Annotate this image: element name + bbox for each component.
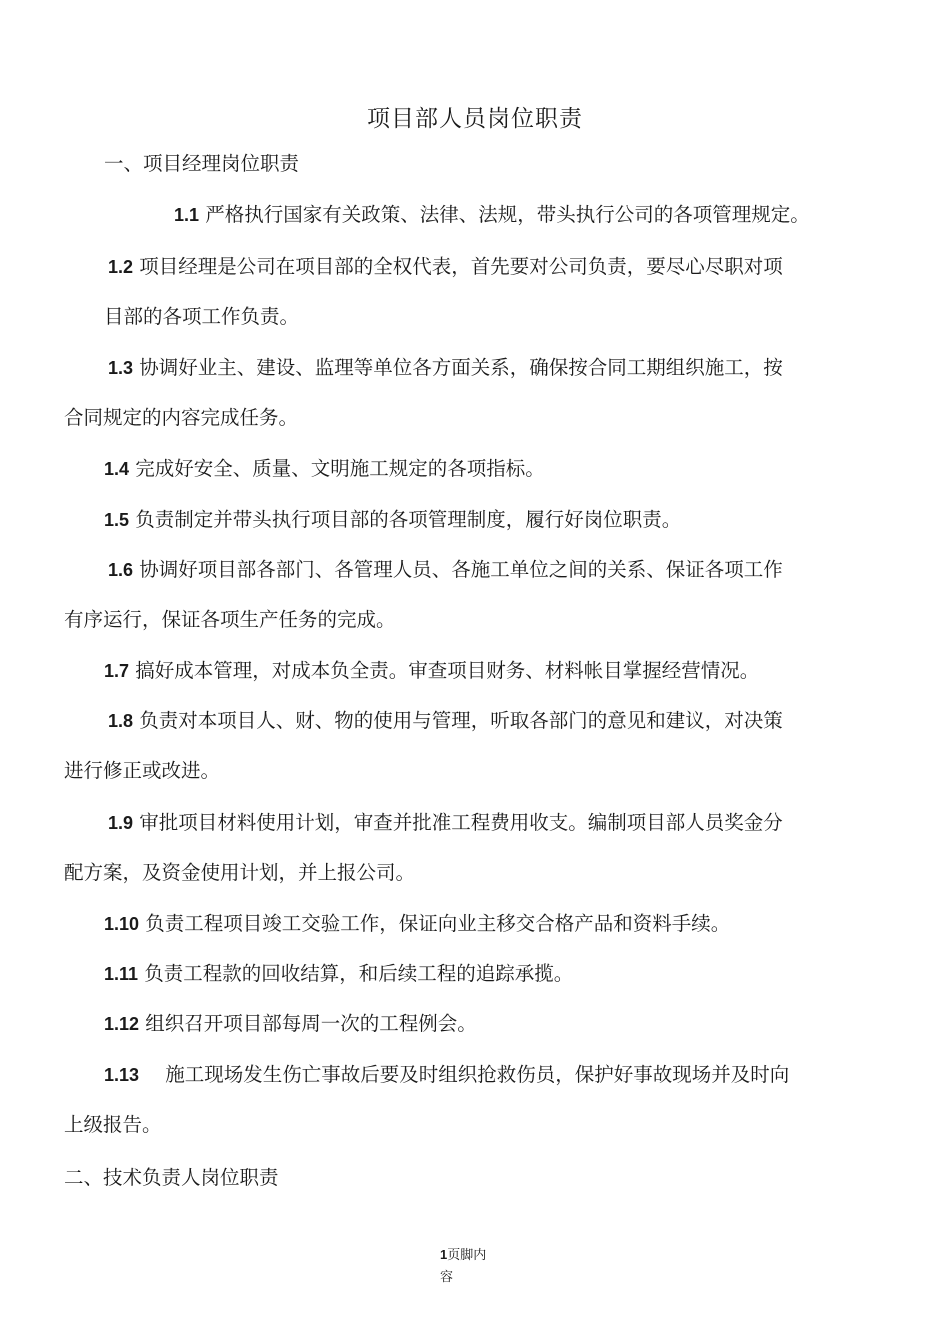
item-1-2 <box>108 253 783 281</box>
item-text: 项目经理是公司在项目部的全权代表，首先要对公司负责，要尽心尽职对项 <box>139 255 783 278</box>
item-number: 1.13 <box>104 1065 140 1085</box>
item-text: 搞好成本管理，对成本负全责。审查项目财务、材料帐目掌握经营情况。 <box>135 659 760 682</box>
item-text: 负责工程款的回收结算，和后续工程的追踪承揽。 <box>144 962 574 985</box>
item-1-3 <box>108 354 783 382</box>
footer-line-2: 容 <box>440 1270 454 1285</box>
item-1-6-cont: 有序运行，保证各项生产任务的完成。 <box>64 608 396 631</box>
item-number: 1.10 <box>104 914 140 934</box>
document-title: 项目部人员岗位职责 <box>367 106 583 132</box>
item-number: 1.1 <box>174 205 200 225</box>
item-1-9 <box>108 809 783 837</box>
item-1-11 <box>104 960 573 988</box>
item-text: 施工现场发生伤亡事故后要及时组织抢救伤员，保护好事故现场并及时向 <box>165 1063 790 1086</box>
item-number: 1.7 <box>104 661 130 681</box>
item-1-12 <box>104 1010 477 1038</box>
item-text: 负责制定并带头执行项目部的各项管理制度，履行好岗位职责。 <box>135 508 682 531</box>
item-text: 协调好业主、建设、监理等单位各方面关系，确保按合同工期组织施工，按 <box>139 356 783 379</box>
footer-line-1 <box>440 1244 510 1267</box>
section-heading-2: 二、技术负责人岗位职责 <box>64 1166 279 1189</box>
item-number: 1.2 <box>108 257 134 277</box>
item-1-7 <box>104 657 759 685</box>
item-1-9-cont: 配方案，及资金使用计划，并上报公司。 <box>64 861 416 884</box>
item-1-3-cont: 合同规定的内容完成任务。 <box>64 406 299 429</box>
item-text: 负责工程项目竣工交验工作，保证向业主移交合格产品和资料手续。 <box>145 912 731 935</box>
item-1-8-cont: 进行修正或改进。 <box>64 759 221 782</box>
item-number: 1.9 <box>108 813 134 833</box>
item-1-1 <box>174 201 810 229</box>
item-text: 负责对本项目人、财、物的使用与管理，听取各部门的意见和建议，对决策 <box>139 709 783 732</box>
item-1-8 <box>108 707 783 735</box>
item-number: 1.11 <box>104 964 139 984</box>
item-text: 协调好项目部各部门、各管理人员、各施工单位之间的关系、保证各项工作 <box>139 558 783 581</box>
item-1-6 <box>108 556 783 584</box>
item-1-13 <box>104 1061 789 1089</box>
item-number: 1.3 <box>108 358 134 378</box>
item-1-13-cont: 上级报告。 <box>64 1113 162 1136</box>
item-number: 1.4 <box>104 459 130 479</box>
item-text: 完成好安全、质量、文明施工规定的各项指标。 <box>135 457 545 480</box>
item-1-5 <box>104 506 681 534</box>
item-1-4 <box>104 455 545 483</box>
item-number: 1.8 <box>108 711 134 731</box>
item-1-10 <box>104 910 730 938</box>
item-text: 组织召开项目部每周一次的工程例会。 <box>145 1012 477 1035</box>
item-text: 严格执行国家有关政策、法律、法规，带头执行公司的各项管理规定。 <box>205 203 810 226</box>
item-text: 审批项目材料使用计划，审查并批准工程费用收支。编制项目部人员奖金分 <box>139 811 783 834</box>
item-number: 1.12 <box>104 1014 140 1034</box>
page-footer <box>440 1244 510 1289</box>
section-heading-1: 一、项目经理岗位职责 <box>104 152 300 175</box>
footer-text: 页脚内 <box>447 1248 487 1263</box>
item-1-2-cont: 目部的各项工作负责。 <box>104 305 300 328</box>
item-number: 1.6 <box>108 560 134 580</box>
footer-page-number: 1 <box>440 1247 448 1262</box>
item-number: 1.5 <box>104 510 130 530</box>
